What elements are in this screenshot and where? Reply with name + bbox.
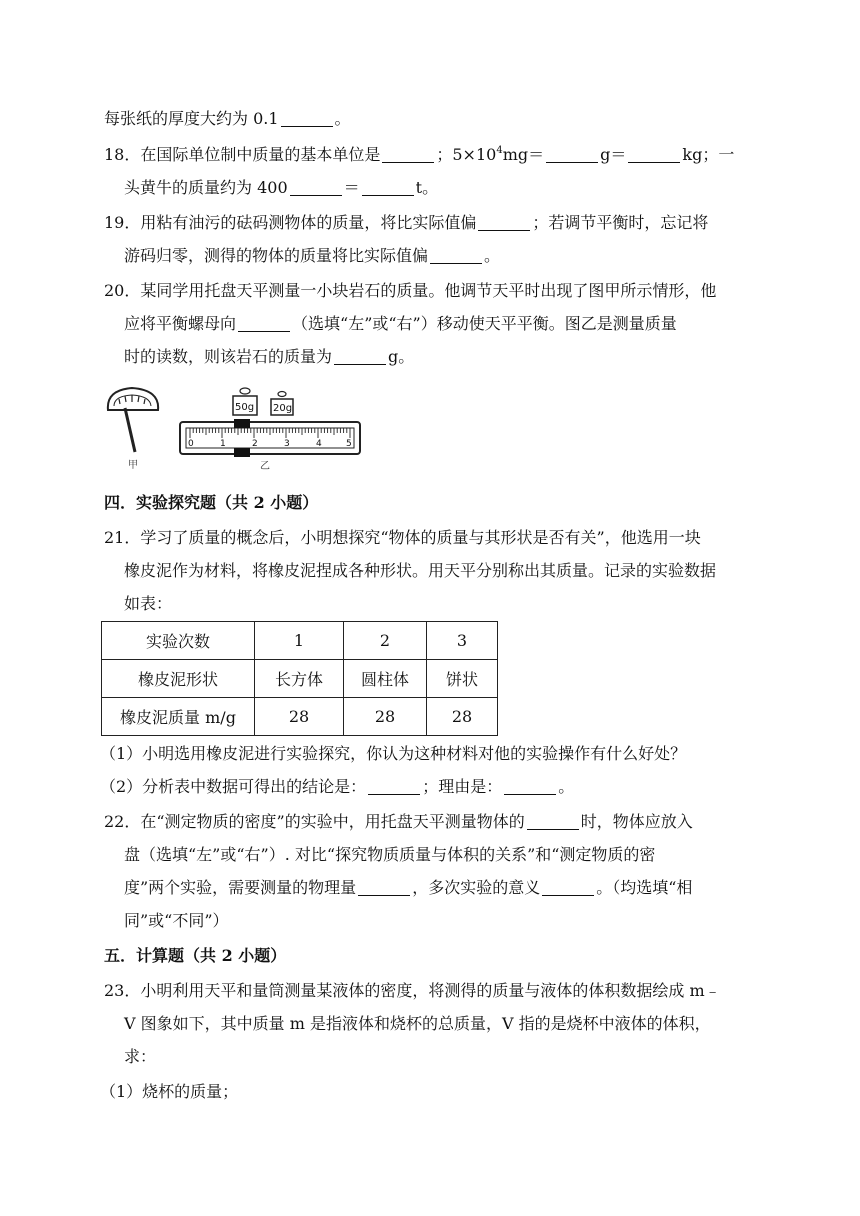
question-20: 20．某同学用托盘天平测量一小块岩石的质量。他调节天平时出现了图甲所示情形，他 — [104, 281, 717, 300]
weight-knob — [278, 392, 286, 397]
question-19-line-2: 游码归零，测得的物体的质量将比实际值偏 。 — [124, 246, 501, 265]
balance-figure — [100, 384, 370, 476]
question-20-line-2: 应将平衡螺母向 （选填“左”或“右”）移动使天平平衡。图乙是测量质量 — [124, 314, 677, 333]
answer-blank[interactable] — [358, 879, 410, 896]
figure-label-jia: 甲 — [128, 460, 138, 471]
dial-tick — [138, 396, 139, 402]
answer-blank[interactable] — [334, 348, 386, 365]
question-23-part-1: （1）烧杯的质量； — [100, 1082, 239, 1101]
question-22-line-4: 同”或“不同”） — [124, 911, 229, 930]
question-19: 19．用粘有油污的砝码测物体的质量，将比实际值偏 ；若调节平衡时，忘记将 — [104, 213, 709, 232]
weight-20g-label: 20g — [273, 403, 293, 414]
rider-bottom — [234, 448, 250, 457]
table-cell: 橡皮泥形状 — [102, 660, 255, 698]
scale-label-2: 2 — [252, 439, 258, 449]
answer-blank[interactable] — [546, 146, 598, 163]
balance-pointer — [125, 408, 135, 452]
table-cell: 实验次数 — [102, 622, 255, 660]
dial-tick — [144, 399, 145, 404]
table-cell: 28 — [427, 698, 498, 736]
question-18-line-2: 头黄牛的质量约为 400 ＝ t。 — [124, 178, 439, 197]
table-cell: 3 — [427, 622, 498, 660]
table-cell: 28 — [344, 698, 427, 736]
question-23: 23．小明利用天平和量筒测量某液体的密度，将测得的质量与液体的体积数据绘成 m﹣ — [104, 981, 721, 1000]
table-cell: 饼状 — [427, 660, 498, 698]
rider-top — [234, 419, 250, 428]
question-21-part-2: （2）分析表中数据可得出的结论是： ；理由是： 。 — [100, 777, 575, 796]
question-22-line-2: 盘（选填“左”或“右”）. 对比“探究物质质量与体积的关系”和“测定物质的密 — [124, 845, 656, 864]
question-20-line-3: 时的读数，则该岩石的质量为 g。 — [124, 347, 415, 366]
dial-outline — [108, 388, 158, 410]
scale-label-0: 0 — [188, 439, 194, 449]
question-21-line-3: 如表： — [124, 594, 173, 613]
question-21: 21．学习了质量的概念后，小明想探究“物体的质量与其形状是否有关”，他选用一块 — [104, 528, 701, 547]
scale-label-5: 5 — [346, 439, 352, 449]
weight-50g-label: 50g — [235, 402, 255, 413]
question-21-part-1: （1）小明选用橡皮泥进行实验探究，你认为这种材料对他的实验操作有什么好处？ — [100, 744, 687, 763]
section-5-heading: 五．计算题（共 2 小题） — [104, 946, 287, 965]
answer-blank[interactable] — [238, 315, 290, 332]
scale-label-4: 4 — [316, 439, 322, 449]
answer-blank[interactable] — [628, 146, 680, 163]
table-cell: 28 — [255, 698, 344, 736]
weights-and-rider-figure — [180, 388, 360, 472]
table-row — [102, 622, 498, 660]
beam-outline — [180, 422, 360, 454]
question-22: 22．在“测定物质的密度”的实验中，用托盘天平测量物体的 时，物体应放入 — [104, 812, 693, 831]
answer-blank[interactable] — [504, 778, 556, 795]
table-row — [102, 698, 498, 736]
section-4-heading: 四．实验探究题（共 2 小题） — [104, 493, 319, 512]
dial-tick — [119, 399, 120, 404]
answer-blank[interactable] — [478, 214, 530, 231]
dial-tick — [125, 396, 126, 402]
balance-dial-figure — [108, 388, 158, 471]
table-cell: 圆柱体 — [344, 660, 427, 698]
answer-blank[interactable] — [430, 247, 482, 264]
scale-label-1: 1 — [220, 439, 226, 449]
table-cell: 1 — [255, 622, 344, 660]
figure-label-yi: 乙 — [260, 461, 270, 472]
question-22-line-3: 度”两个实验，需要测量的物理量 ，多次实验的意义 。（均选填“相 — [124, 878, 693, 897]
table-cell: 2 — [344, 622, 427, 660]
table-row — [102, 660, 498, 698]
answer-blank[interactable] — [368, 778, 420, 795]
answer-blank[interactable] — [542, 879, 594, 896]
experiment-data-table — [101, 621, 498, 736]
answer-blank[interactable] — [290, 179, 342, 196]
question-23-line-3: 求： — [124, 1047, 157, 1066]
answer-blank[interactable] — [382, 146, 434, 163]
answer-blank[interactable] — [527, 813, 579, 830]
answer-blank[interactable] — [362, 179, 414, 196]
question-23-line-2: V 图象如下，其中质量 m 是指液体和烧杯的总质量，V 指的是烧杯中液体的体积， — [124, 1014, 711, 1033]
question-21-line-2: 橡皮泥作为材料，将橡皮泥捏成各种形状。用天平分别称出其质量。记录的实验数据 — [124, 561, 717, 580]
question-18: 18．在国际单位制中质量的基本单位是 ；$5\times 10^4mg= g=$ kg；一 — [104, 145, 735, 164]
question-17-continuation: 每张纸的厚度大约为 0.1 。 — [104, 109, 351, 128]
weight-knob — [240, 388, 250, 394]
table-cell: 橡皮泥质量 m/g — [102, 698, 255, 736]
scale-label-3: 3 — [284, 439, 290, 449]
answer-blank[interactable] — [281, 110, 333, 127]
table-cell: 长方体 — [255, 660, 344, 698]
